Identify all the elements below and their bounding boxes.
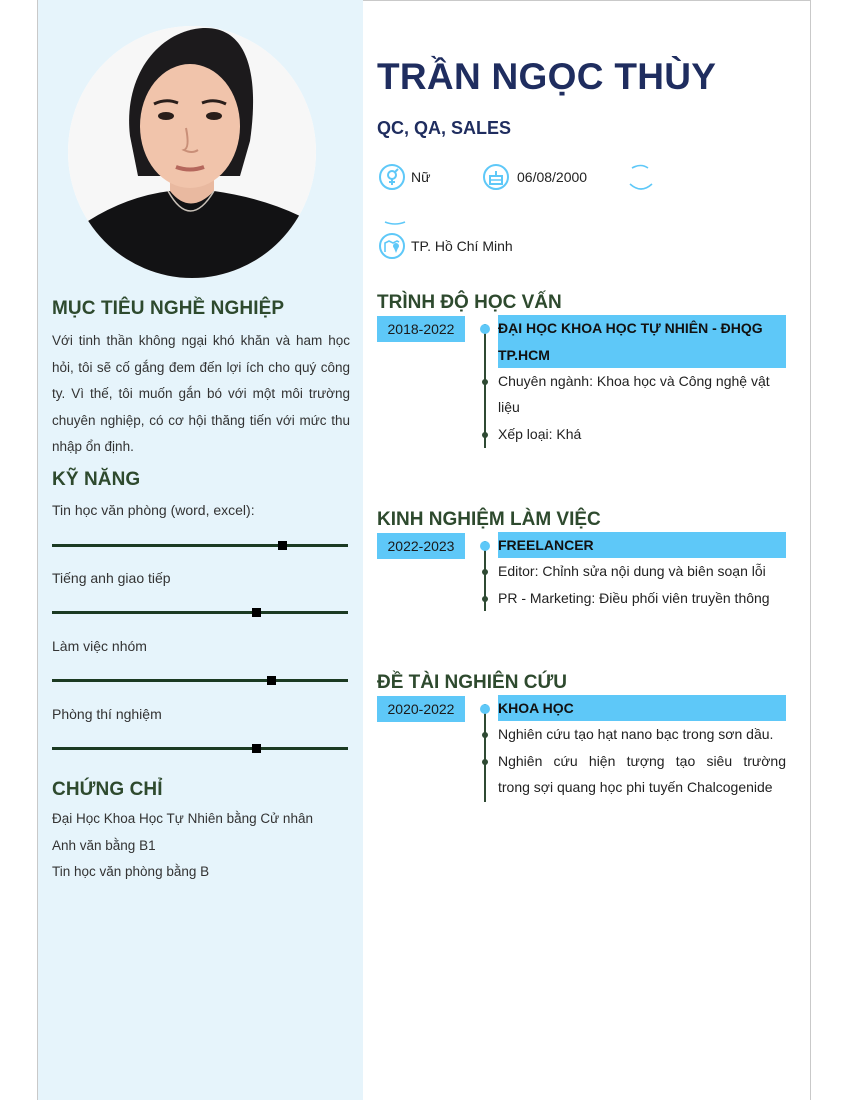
job-title: QC, QA, SALES — [377, 118, 512, 138]
skills-heading: KỸ NĂNG — [52, 469, 141, 490]
research-years: 2020-2022 — [377, 696, 465, 722]
location-value: TP. Hồ Chí Minh — [411, 238, 513, 254]
timeline-dot — [482, 569, 488, 575]
profile-photo — [68, 26, 316, 278]
gender-icon — [379, 164, 405, 190]
certificates-heading: CHỨNG CHỈ — [52, 779, 163, 800]
timeline-dot — [482, 596, 488, 602]
education-major: Chuyên ngành: Khoa học và Công nghệ vật — [498, 373, 770, 389]
objective-heading: MỤC TIÊU NGHỀ NGHIỆP — [52, 298, 285, 319]
gender-value: Nữ — [411, 169, 431, 185]
experience-detail: PR - Marketing: Điều phối viên truyền thông — [498, 590, 770, 606]
timeline-dot — [480, 324, 490, 334]
candidate-name: TRẦN NGỌC THÙY — [377, 56, 717, 97]
skill-label: Làm việc nhóm — [52, 638, 147, 654]
research-heading: ĐỀ TÀI NGHIÊN CỨU — [377, 672, 567, 693]
birthday-cake-icon — [483, 164, 509, 190]
blank-contact-icon — [626, 164, 656, 192]
map-location-icon — [379, 233, 405, 259]
timeline-dot — [480, 704, 490, 714]
skill-level-marker — [278, 541, 287, 550]
timeline-dot — [480, 541, 490, 551]
skill-label: Tiếng anh giao tiếp — [52, 570, 171, 586]
timeline-dot — [482, 379, 488, 385]
skill-bar — [52, 747, 348, 750]
birthday-value: 06/08/2000 — [517, 169, 588, 185]
timeline-line — [484, 704, 486, 802]
certificate-item: Tin học văn phòng bằng B — [52, 864, 210, 879]
skill-bar — [52, 611, 348, 614]
skill-label: Tin học văn phòng (word, excel): — [52, 502, 255, 518]
education-years: 2018-2022 — [377, 316, 465, 342]
research-detail: Nghiên cứu tạo hạt nano bạc trong sơn dầu. — [498, 726, 774, 742]
blank-contact-icon-arc — [383, 220, 407, 228]
timeline-dot — [482, 432, 488, 438]
skill-level-marker — [252, 608, 261, 617]
skill-level-marker — [267, 676, 276, 685]
objective-text: Với tinh thần không ngại khó khăn và ham học hỏi, tôi sẽ cố gắng đem đến lợi ích cho quý công ty. Vì thế, tôi muốn gắn bó với một môi trường chuyên nghiệp, có cơ hội thăng tiến với mức thu nhập ổn định. — [52, 333, 350, 454]
timeline-dot — [482, 759, 488, 765]
education-major-cont: liệu — [498, 399, 520, 415]
skill-level-marker — [252, 744, 261, 753]
skill-label: Phòng thí nghiệm — [52, 706, 162, 722]
avatar — [68, 26, 316, 278]
certificate-item: Anh văn bằng B1 — [52, 838, 156, 853]
education-school — [498, 315, 786, 368]
timeline-line — [484, 324, 486, 448]
experience-title: FREELANCER — [498, 532, 786, 558]
school-name-line: TP.HCM — [498, 346, 550, 363]
experience-heading: KINH NGHIỆM LÀM VIỆC — [377, 509, 601, 530]
timeline-dot — [482, 732, 488, 738]
skill-bar — [52, 679, 348, 682]
experience-years: 2022-2023 — [377, 533, 465, 559]
school-name-line: ĐẠI HỌC KHOA HỌC TỰ NHIÊN - ĐHQG — [498, 320, 763, 336]
education-grade: Xếp loại: Khá — [498, 426, 582, 442]
certificate-item: Đại Học Khoa Học Tự Nhiên bằng Cử nhân — [52, 811, 313, 826]
research-detail: Nghiên cứu hiện tượng tạo siêu trường — [498, 753, 786, 769]
experience-detail: Editor: Chỉnh sửa nội dung và biên soạn lỗi — [498, 563, 766, 579]
skill-bar — [52, 544, 348, 547]
education-heading: TRÌNH ĐỘ HỌC VẤN — [377, 292, 562, 313]
research-detail-cont: trong sợi quang học phi tuyến Chalcogenide — [498, 779, 773, 795]
research-title: KHOA HỌC — [498, 695, 786, 721]
